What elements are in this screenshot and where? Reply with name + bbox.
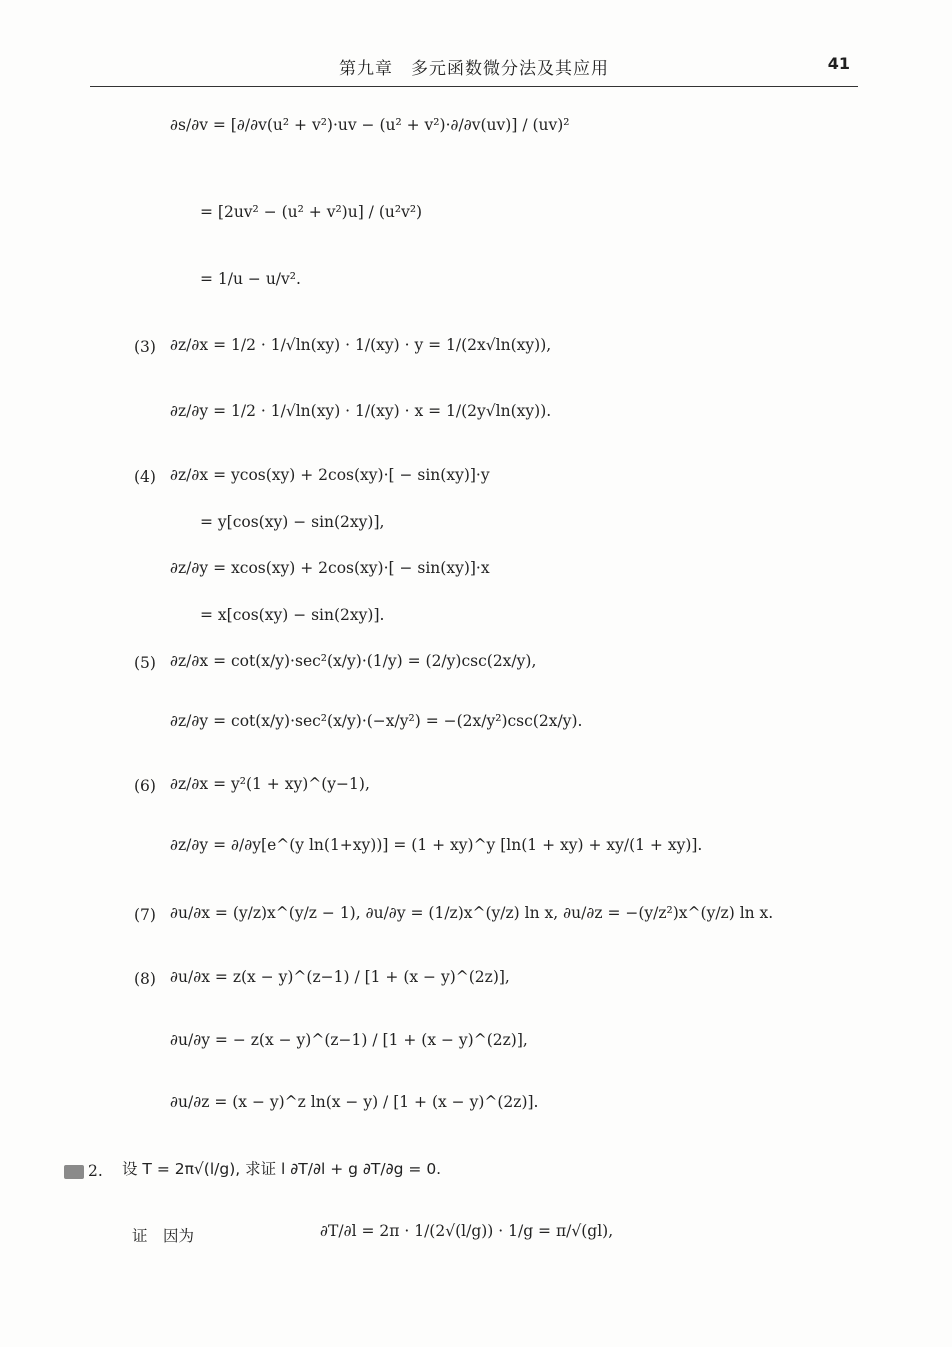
p8-partial-z: ∂u/∂z = (x − y)^z ln(x − y) / [1 + (x − y)^(2z)]. xyxy=(170,1093,539,1111)
p8-partial-x: ∂u/∂x = z(x − y)^(z−1) / [1 + (x − y)^(2z)], xyxy=(170,968,510,986)
problem-label-3: (3) xyxy=(134,338,156,356)
p5-partial-x: ∂z/∂x = cot(x/y)·sec²(x/y)·(1/y) = (2/y)csc(2x/y), xyxy=(170,652,537,670)
ds-dv-line-1: ∂s/∂v = [∂/∂v(u² + v²)·uv − (u² + v²)·∂/∂v(uv)] / (uv)² xyxy=(170,116,570,134)
p4-partial-y-1: ∂z/∂y = xcos(xy) + 2cos(xy)·[ − sin(xy)]·x xyxy=(170,559,490,577)
ds-dv-line-2: = [2uv² − (u² + v²)u] / (u²v²) xyxy=(200,203,423,221)
p6-partial-x: ∂z/∂x = y²(1 + xy)^(y−1), xyxy=(170,775,370,793)
p3-partial-y: ∂z/∂y = 1/2 · 1/√ln(xy) · 1/(xy) · x = 1/(2y√ln(xy)). xyxy=(170,402,552,420)
problem-label-6: (6) xyxy=(134,777,156,795)
p4-partial-x-1: ∂z/∂x = ycos(xy) + 2cos(xy)·[ − sin(xy)]·y xyxy=(170,466,490,484)
problem-label-5: (5) xyxy=(134,654,156,672)
problem-label-8: (8) xyxy=(134,970,156,988)
p3-partial-x: ∂z/∂x = 1/2 · 1/√ln(xy) · 1/(xy) · y = 1/(2x√ln(xy)), xyxy=(170,336,552,354)
p6-partial-y: ∂z/∂y = ∂/∂y[e^(y ln(1+xy))] = (1 + xy)^y [ln(1 + xy) + xy/(1 + xy)]. xyxy=(170,836,703,854)
problem-label-7: (7) xyxy=(134,906,156,924)
exercise-icon xyxy=(64,1165,84,1179)
problem-2-marker xyxy=(64,1162,103,1180)
problem-2-statement: 设 T = 2π√(l/g), 求证 l ∂T/∂l + g ∂T/∂g = 0. xyxy=(122,1160,442,1178)
p4-partial-x-2: = y[cos(xy) − sin(2xy)], xyxy=(200,513,385,531)
page-header xyxy=(90,54,858,87)
problem-label-2: 2. xyxy=(88,1162,103,1180)
page-number: 41 xyxy=(827,54,850,73)
ds-dv-line-3: = 1/u − u/v². xyxy=(200,270,301,288)
p7-partials: ∂u/∂x = (y/z)x^(y/z − 1), ∂u/∂y = (1/z)x^(y/z) ln x, ∂u/∂z = −(y/z²)x^(y/z) ln x. xyxy=(170,904,774,922)
problem-label-4: (4) xyxy=(134,468,156,486)
proof-line-1: ∂T/∂l = 2π · 1/(2√(l/g)) · 1/g = π/√(gl), xyxy=(320,1222,614,1240)
p4-partial-y-2: = x[cos(xy) − sin(2xy)]. xyxy=(200,606,385,624)
p8-partial-y: ∂u/∂y = − z(x − y)^(z−1) / [1 + (x − y)^(2z)], xyxy=(170,1031,528,1049)
chapter-title: 第九章 多元函数微分法及其应用 xyxy=(339,59,609,79)
proof-label: 证 因为 xyxy=(132,1227,195,1245)
p5-partial-y: ∂z/∂y = cot(x/y)·sec²(x/y)·(−x/y²) = −(2x/y²)csc(2x/y). xyxy=(170,712,583,730)
